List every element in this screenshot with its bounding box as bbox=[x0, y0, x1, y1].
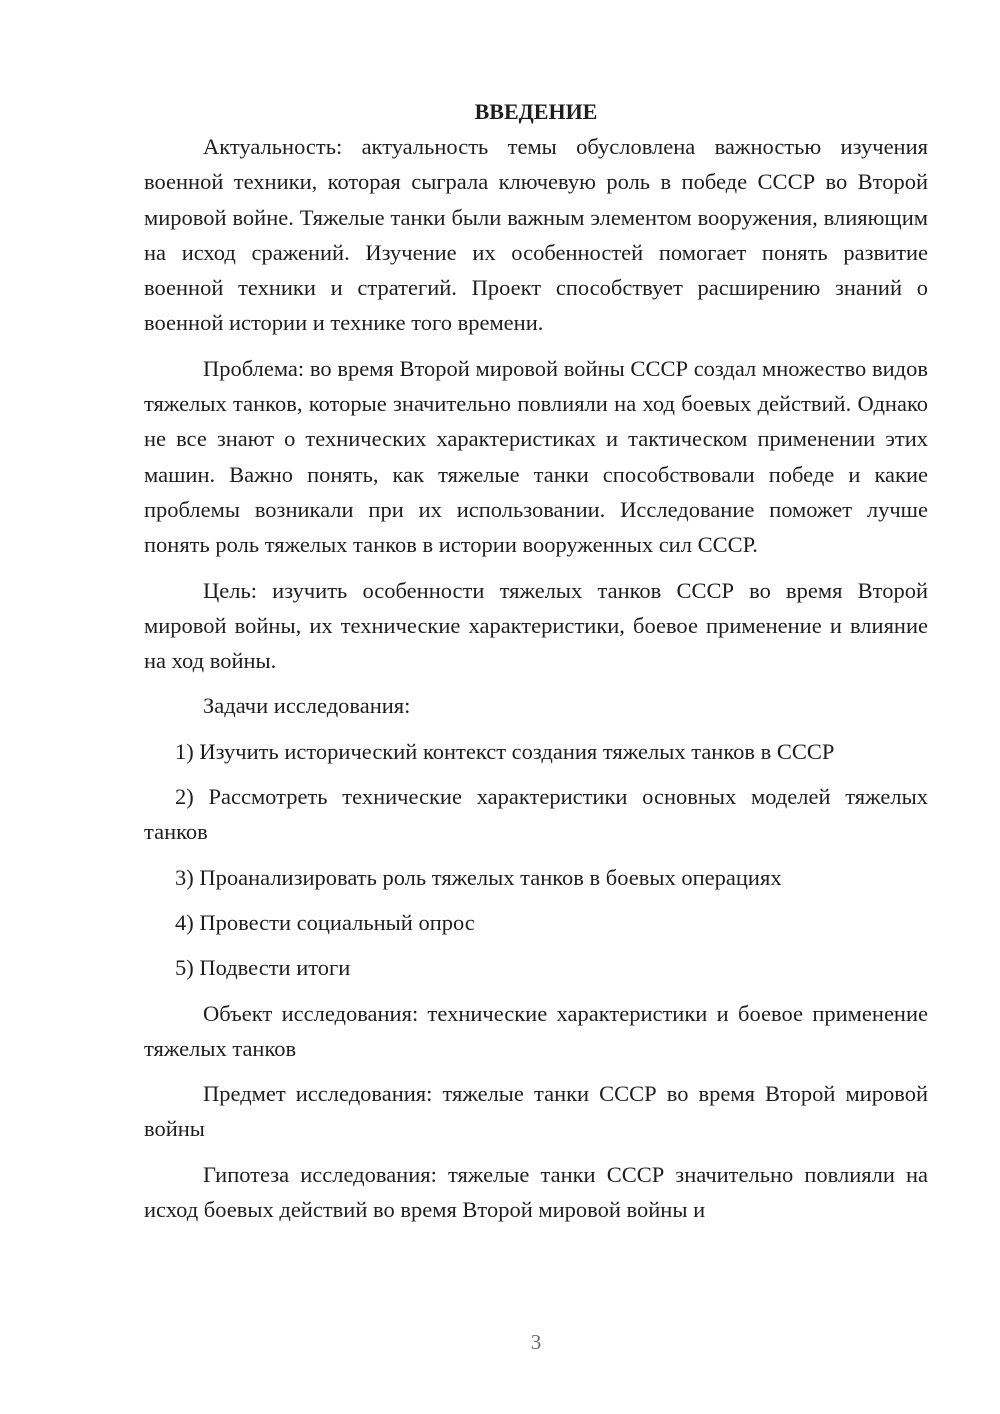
page-number: 3 bbox=[530, 1330, 542, 1354]
tasks-heading: Задачи исследования: bbox=[203, 693, 411, 719]
task-item-3: 3) Проанализировать роль тяжелых танков в боевых операциях bbox=[175, 864, 782, 890]
paragraph-subject: Предмет исследования: тяжелые танки СССР во время Второй мировой войны bbox=[144, 1081, 928, 1142]
paragraph-hypothesis: Гипотеза исследования: тяжелые танки СССР значительно повлияли на исход боевых действий во время Второй мировой войны и bbox=[144, 1161, 928, 1223]
page-title: ВВЕДЕНИЕ bbox=[474, 99, 598, 124]
paragraph-problem: Проблема: во время Второй мировой войны СССР создал множество видов тяжелых танков, которые значительно повлияли на ход боевых действий. Однако не все знают о технических характеристиках и тактическом применении этих машин. Важно понять, как тяжелые танки способствовали победе и какие проблемы возникали при их использовании. Исследование поможет лучше понять роль тяжелых танков в истории вооруженных сил СССР. bbox=[144, 355, 928, 558]
task-item-4: 4) Провести социальный опрос bbox=[175, 909, 475, 935]
paragraph-goal: Цель: изучить особенности тяжелых танков СССР во время Второй мировой войны, их технические характеристики, боевое применение и влияние на ход войны. bbox=[144, 577, 928, 674]
paragraph-object: Объект исследования: технические характеристики и боевое применение тяжелых танков bbox=[144, 1000, 928, 1061]
task-item-1: 1) Изучить исторический контекст создания тяжелых танков в СССР bbox=[175, 738, 835, 764]
task-item-5: 5) Подвести итоги bbox=[175, 955, 351, 981]
task-item-2: 2) Рассмотреть технические характеристики основных моделей тяжелых танков bbox=[144, 784, 928, 845]
paragraph-relevance: Актуальность: актуальность темы обусловлена важностью изучения военной техники, которая сыграла ключевую роль в победе СССР во Второй мировой войне. Тяжелые танки были важным элементом вооружения, влияющим на исход сражений. Изучение их особенностей помогает понять развитие военной техники и стратегий. Проект способствует расширению знаний о военной истории и технике того времени. bbox=[144, 134, 928, 336]
page-content bbox=[144, 94, 928, 1237]
